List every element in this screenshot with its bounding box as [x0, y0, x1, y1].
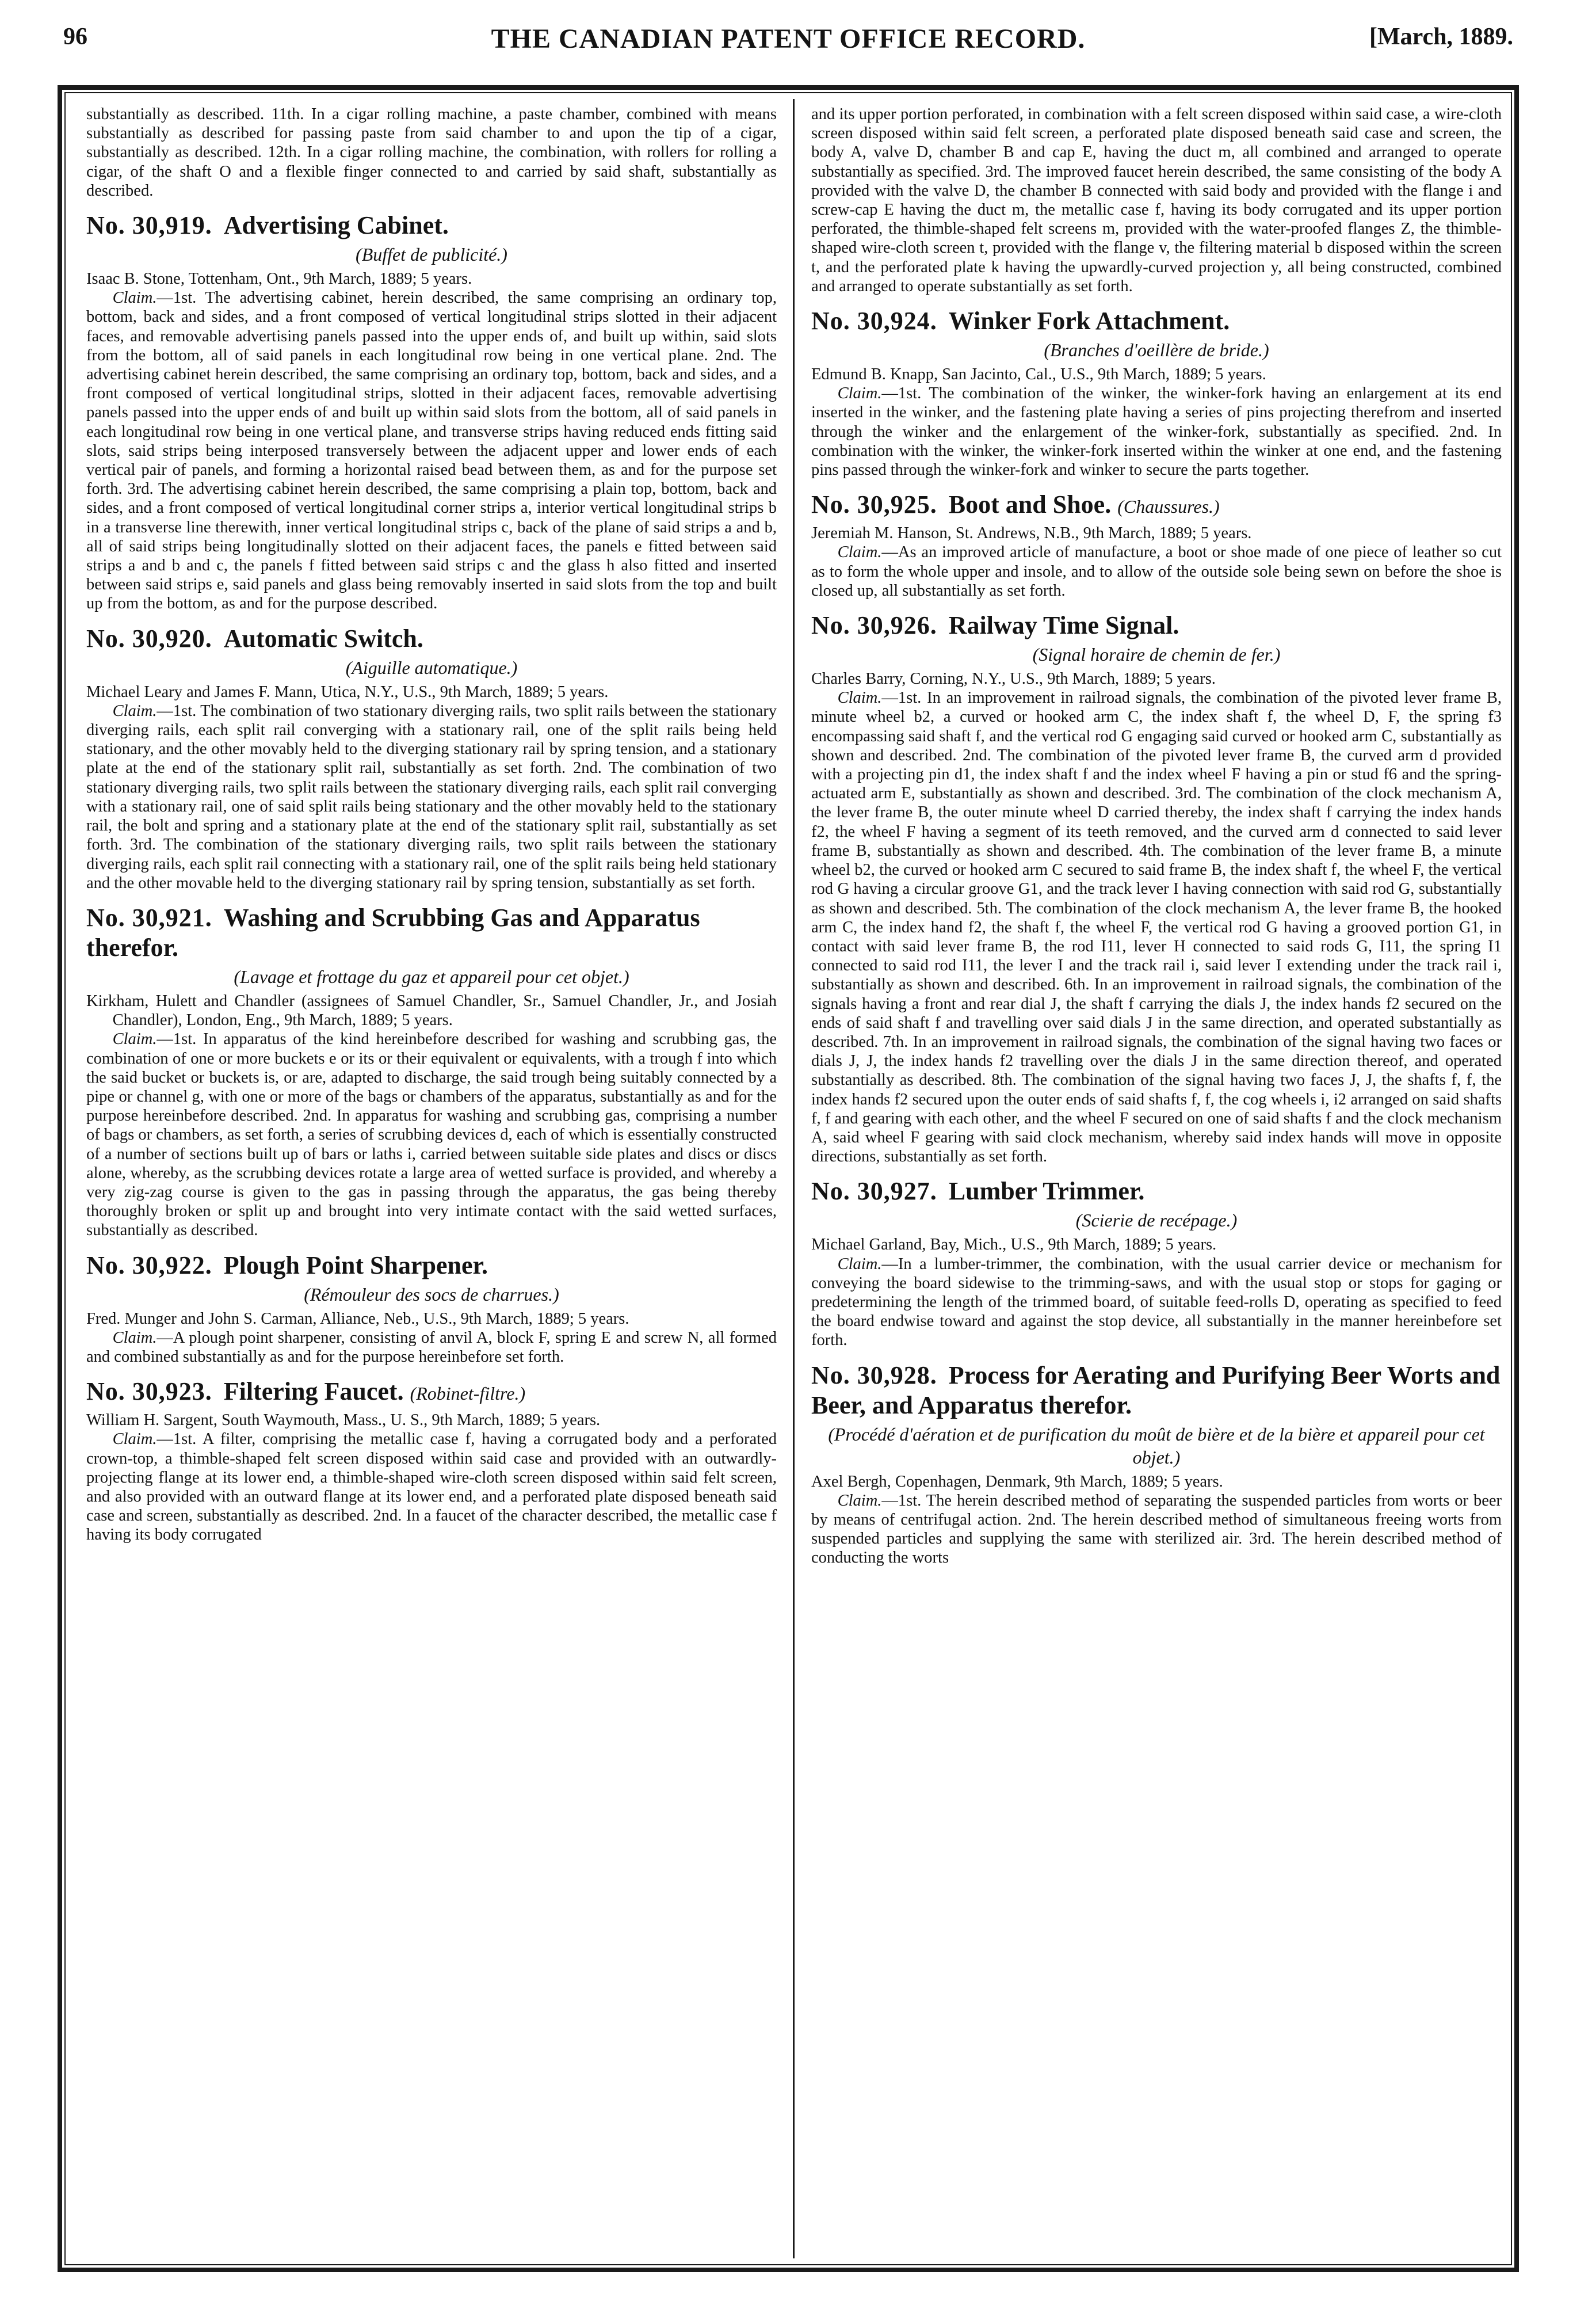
continued-claim-text: substantially as described. 11th. In a cigar rolling machine, a paste chamber, combined with means substantially as described for passing paste from said chamber to and upon the tip of a cigar, substantially as described. 12th. In a cigar rolling machine, the combination, with rollers for rolling a cigar, of the shaft O and a flexible finger connected to and carried by said shaft, substantially as described. [86, 105, 777, 200]
right-column [811, 105, 1502, 1568]
patentee-line: William H. Sargent, South Waymouth, Mass., U. S., 9th March, 1889; 5 years. [86, 1411, 601, 1430]
french-title: (Aiguille automatique.) [345, 657, 518, 678]
patent-number: No. 30,922. [86, 1251, 212, 1279]
patent-number: No. 30,920. [86, 624, 212, 653]
patent-title: Filtering Faucet. [223, 1377, 404, 1406]
french-title: (Rémouleur des socs de charrues.) [304, 1283, 559, 1305]
patentee-line: Axel Bergh, Copenhagen, Denmark, 9th March, 1889; 5 years. [811, 1472, 1223, 1491]
patent-title: Railway Time Signal. [948, 611, 1179, 640]
patent-heading [86, 624, 777, 654]
patent-entry [86, 624, 777, 893]
claim-text [811, 1255, 1502, 1350]
patent-title: Process for Aerating and Purifying Beer Worts and Beer, and Apparatus therefor. [811, 1361, 1501, 1419]
claim-label: Claim. [837, 689, 882, 707]
french-title: (Robinet-filtre.) [410, 1383, 526, 1404]
patentee-line: Jeremiah M. Hanson, St. Andrews, N.B., 9th March, 1889; 5 years. [811, 524, 1252, 543]
patent-entry [86, 903, 777, 1240]
patent-number: No. 30,924. [811, 307, 937, 336]
patent-title: Advertising Cabinet. [223, 211, 449, 240]
publication-title: THE CANADIAN PATENT OFFICE RECORD. [491, 24, 1086, 54]
patentee-line: Fred. Munger and John S. Carman, Alliance, Neb., U.S., 9th March, 1889; 5 years. [86, 1309, 629, 1328]
patent-title: Boot and Shoe. [948, 490, 1112, 519]
claim-text [811, 1491, 1502, 1568]
patent-heading [86, 1251, 777, 1281]
claim-body: —1st. In apparatus of the kind hereinbefore described for washing and scrubbing gas, the combination of one or more buckets e or its or their equivalent or equivalents, with a trough f into which the said bucket or buckets is, or are, adapted to discharge, the said trough being suitably connected by a pipe or channel g, with one or more of the bags or chambers of the apparatus, substantially as and for the purpose hereinbefore described. 2nd. In apparatus for washing and scrubbing gas, comprising a number of bags or chambers, as set forth, a series of scrubbing devices d, each of which is essentially constructed of a number of sections built up of bars or laths i, carried between suitable side plates and discs or discs alone, whereby, as the scrubbing devices rotate a large area of wetted surface is provided, and whereby a very zig-zag course is given to the gas in passing through the apparatus, the gas being thereby thoroughly broken or split up and brought into very intimate contact with the said wetted surfaces, substantially as described. [86, 1030, 777, 1240]
patent-entry [86, 1251, 777, 1367]
patent-heading [811, 1176, 1502, 1206]
page-header [63, 23, 1513, 63]
claim-text [811, 543, 1502, 600]
claim-label: Claim. [837, 384, 882, 403]
patent-entry [811, 1361, 1502, 1568]
claim-text [86, 288, 777, 613]
patent-number: No. 30,925. [811, 490, 937, 519]
claim-label: Claim. [112, 1328, 157, 1347]
claim-body: —1st. The combination of two stationary diverging rails, two split rails between the stationary diverging rails, each split rail converging with a stationary rail, one of the split rails being held stationary, and the other movably held to the diverging stationary rail by spring tension, and a stationary plate at the end of the stationary split rail, substantially as set forth. 2nd. The combination of two stationary diverging rails, two split rails between the stationary diverging rails, each split rail converging with a stationary rail, one of said split rails being stationary and the other movably held to the stationary rail, the bolt and spring and a stationary plate at the end of the stationary split rail, substantially as set forth. 3rd. The combination of the stationary diverging rails, two split rails between the stationary diverging rails, each split rail connecting with a stationary rail, one of the split rails being held stationary and the other movable held to the diverging stationary rail by spring tension, substantially as set forth. [86, 702, 777, 892]
claim-label: Claim. [112, 702, 157, 720]
patent-number: No. 30,927. [811, 1177, 937, 1206]
claim-text [811, 688, 1502, 1166]
patent-entry [811, 611, 1502, 1166]
patent-entry [811, 1176, 1502, 1350]
patentee-line: Edmund B. Knapp, San Jacinto, Cal., U.S., 9th March, 1889; 5 years. [811, 365, 1266, 384]
patent-heading [86, 211, 777, 241]
claim-body: —1st. The herein described method of separating the suspended particles from worts or beer by means of centrifugal action. 2nd. The herein described method of simultaneous freeing worts from suspended particles and supplying the same with sterilized air. 3rd. The herein described method of conducting the worts [811, 1491, 1502, 1567]
claim-text [86, 1430, 777, 1544]
patentee-line: Kirkham, Hulett and Chandler (assignees of Samuel Chandler, Sr., Samuel Chandler, Jr., and Josiah Chandler), London, Eng., 9th March, 1889; 5 years. [86, 992, 777, 1030]
patent-number: No. 30,923. [86, 1377, 212, 1406]
patent-number: No. 30,921. [86, 903, 212, 932]
left-column [86, 105, 777, 1545]
patent-heading [86, 903, 777, 963]
claim-body: —In a lumber-trimmer, the combination, with the usual carrier device or mechanism for conveying the board sidewise to the trimming-saws, and with the usual stop or stops for gaging or predetermining the length of the trimmed board, of suitable feed-rolls D, operating as specified to feed the board endwise toward and against the stop device, all substantially in the manner hereinbefore set forth. [811, 1255, 1502, 1350]
patent-entry [86, 1377, 777, 1544]
french-title: (Signal horaire de chemin de fer.) [1032, 644, 1281, 665]
claim-text [811, 384, 1502, 479]
french-title: (Branches d'oeillère de bride.) [1044, 340, 1269, 361]
page-number: 96 [63, 24, 87, 50]
patent-heading [811, 490, 1502, 521]
claim-text [86, 1328, 777, 1366]
patent-entry [86, 211, 777, 614]
patentee-line: Michael Garland, Bay, Mich., U.S., 9th March, 1889; 5 years. [811, 1236, 1217, 1254]
claim-label: Claim. [837, 1491, 882, 1510]
claim-body: —1st. In an improvement in railroad signals, the combination of the pivoted lever frame B, minute wheel b2, a curved or hooked arm C, the index shaft f, the wheel D, F, the spring f3 encompassing said shaft f, and the vertical rod G engaging said curved or hooked arm C, substantially as shown and described. 2nd. The combination of the pivoted lever frame B, the curved arm d provided with a projecting pin d1, the index shaft f and the index wheel F having a pin or stud f6 and the spring-actuated arm E, substantially as shown and described. 3rd. The combination of the clock mechanism A, the lever frame B, the outer minute wheel D carried thereby, the index shaft f carrying the index hands f2, the wheel F having a segment of its teeth removed, and the curved arm d connected to said lever frame B, substantially as shown and described. 4th. The combination of the lever frame B, a minute wheel b2, the curved or hooked arm C secured to said frame B, the index shaft f, the wheel F, the vertical rod G having a circular groove G1, and the track lever I having connection with said rod G, substantially as shown and described. 5th. The combination of the clock mechanism A, the lever frame B, the hooked arm C, the index hand f2, the shaft f, the wheel F, the vertical rod G having a grooved portion G1, in contact with said lever frame B, the rod I11, lever H connected to said rods G, I11, the spring I1 connected to said rod I11, the lever I and the track rail i, said lever I extending under the track rail i, substantially as shown and described. 6th. In an improvement in railroad signals, the combination of the signals having a front and rear dial J, the shaft f carrying the dials J, the index hands f2 secured on the ends of said shaft f and travelling over said dials J in the same direction, and operated substantially as described. 7th. In an improvement in railroad signals, the combination of the signal having two faces or dials J, J, the index hands f2 travelling over the dials J in the same direction thereof, and operated substantially as described. 8th. The combination of the signal having two faces J, J, the shafts f, f, the index hands f2 secured upon the outer ends of said shafts f, f, the cog wheels i, i2 arranged on said shafts f, f and gearing with each other, and the wheel F secured on one of said shafts f and the clock mechanism A, said wheel F gearing with said clock mechanism, whereby said index hands will move in opposite directions, substantially as set forth. [811, 689, 1502, 1166]
claim-label: Claim. [112, 1030, 157, 1049]
claim-text [86, 702, 777, 893]
patent-heading [86, 1377, 777, 1408]
patent-heading [811, 306, 1502, 336]
patent-title: Washing and Scrubbing Gas and Apparatus therefor. [86, 903, 700, 962]
patentee-line: Isaac B. Stone, Tottenham, Ont., 9th March, 1889; 5 years. [86, 270, 472, 288]
claim-body: —A plough point sharpener, consisting of anvil A, block F, spring E and screw N, all formed and combined substantially as and for the purpose hereinbefore set forth. [86, 1328, 777, 1366]
claim-body: —1st. A filter, comprising the metallic case f, having a corrugated body and a perforated crown-top, a thimble-shaped felt screen disposed within said case and provided with an outwardly-projecting flange at its lower end, a thimble-shaped wire-cloth screen disposed within said felt screen, and also provided with an outward flange at its lower end, and a perforated plate disposed beneath said case and screen, substantially as described. 2nd. In a faucet of the character described, the metallic case f having its body corrugated [86, 1430, 777, 1544]
patent-entry [811, 490, 1502, 600]
french-title: (Scierie de recépage.) [1075, 1210, 1238, 1231]
patent-title: Lumber Trimmer. [948, 1177, 1145, 1206]
patent-number: No. 30,919. [86, 211, 212, 240]
claim-body: —As an improved article of manufacture, a boot or shoe made of one piece of leather so cut as to form the whole upper and insole, and to allow of the outside sole being sewn on before the shoe is closed up, all substantially as set forth. [811, 543, 1502, 600]
issue-date: [March, 1889. [1369, 24, 1513, 50]
patent-heading [811, 1361, 1502, 1420]
french-title: (Buffet de publicité.) [356, 244, 507, 265]
patent-heading [811, 611, 1502, 641]
patent-title: Winker Fork Attachment. [948, 307, 1230, 336]
patent-entry [811, 306, 1502, 479]
french-title: (Lavage et frottage du gaz et appareil pour cet objet.) [234, 966, 629, 987]
claim-text [86, 1030, 777, 1240]
patent-title: Automatic Switch. [223, 624, 423, 653]
french-title: (Procédé d'aération et de purification du moût de bière et de la bière et appareil pour cet objet.) [828, 1423, 1485, 1468]
claim-label: Claim. [112, 289, 157, 307]
claim-label: Claim. [837, 543, 882, 562]
claim-label: Claim. [112, 1430, 157, 1449]
column-divider [793, 99, 795, 2258]
continued-claim-text: and its upper portion perforated, in combination with a felt screen disposed within said case, a wire-cloth screen disposed within said felt screen, a perforated plate disposed beneath said case and screen, the body A, valve D, chamber B and cap E, having the duct m, all combined and arranged to operate substantially as specified. 3rd. The improved faucet herein described, the same consisting of the body A provided with the valve D, the chamber B connected with said body and provided with the flange i and screw-cap E having the duct m, the metallic case f, having its body corrugated and its upper portion perforated, the thimble-shaped felt screens m, provided with the water-proofed flanges Z, the thimble-shaped wire-cloth screen t, provided with the flange v, the filtering material b disposed within the screen t, and the perforated plate k having the upwardly-curved projection y, all being constructed, combined and arranged to operate substantially as set forth. [811, 105, 1502, 295]
claim-body: —1st. The combination of the winker, the winker-fork having an enlargement at its end inserted in the winker, and the fastening plate having a series of pins projecting therefrom and inserted through the winker and the enlargement of the winker-fork, substantially as specified. 2nd. In combination with the winker, the winker-fork inserted within the winker at one end, and the fastening pins passed through the winker-fork and winker to secure the parts together. [811, 384, 1502, 479]
patentee-line: Charles Barry, Corning, N.Y., U.S., 9th March, 1889; 5 years. [811, 670, 1216, 688]
claim-label: Claim. [837, 1255, 882, 1273]
patent-number: No. 30,928. [811, 1361, 937, 1389]
claim-body: —1st. The advertising cabinet, herein described, the same comprising an ordinary top, bottom, back and sides, and a front composed of vertical longitudinal strips slotted in their adjacent faces, and removable advertising panels passed into the upper ends of, and built up within, said slots from the bottom, all of said panels in each longitudinal row being in one vertical plane. 2nd. The advertising cabinet herein described, the same comprising an ordinary top, bottom, back and sides, and a front composed of vertical longitudinal strips, slotted in their adjacent faces, removable advertising panels passed into the upper ends of and built up within said slots from the bottom, all of said panels in each longitudinal row being in one vertical plane, and transverse strips having reduced ends fitting said slots, said strips being interposed transversely between the adjacent upper and lower ends of each vertical pair of panels, and forming a horizontal raised bead between them, as and for the purpose set forth. 3rd. The advertising cabinet herein described, the same comprising a plain top, bottom, back and sides, and a front composed of vertical longitudinal corner strips a, interior vertical longitudinal strips b in a transverse line therewith, inner vertical longitudinal strips c, back of the plane of said strips a and b, all of said strips being longitudinally slotted on their adjacent faces, the panels e fitted between said strips a and b and c, the panels f fitted between said strips c and the glass h also fitted and inserted between said strips e, said panels and glass being removably inserted in said slots from the top and built up from the bottom, as and for the purpose described. [86, 289, 777, 613]
patent-number: No. 30,926. [811, 611, 937, 640]
french-title: (Chaussures.) [1117, 496, 1220, 517]
patentee-line: Michael Leary and James F. Mann, Utica, N.Y., U.S., 9th March, 1889; 5 years. [86, 683, 609, 701]
patent-title: Plough Point Sharpener. [223, 1251, 488, 1279]
